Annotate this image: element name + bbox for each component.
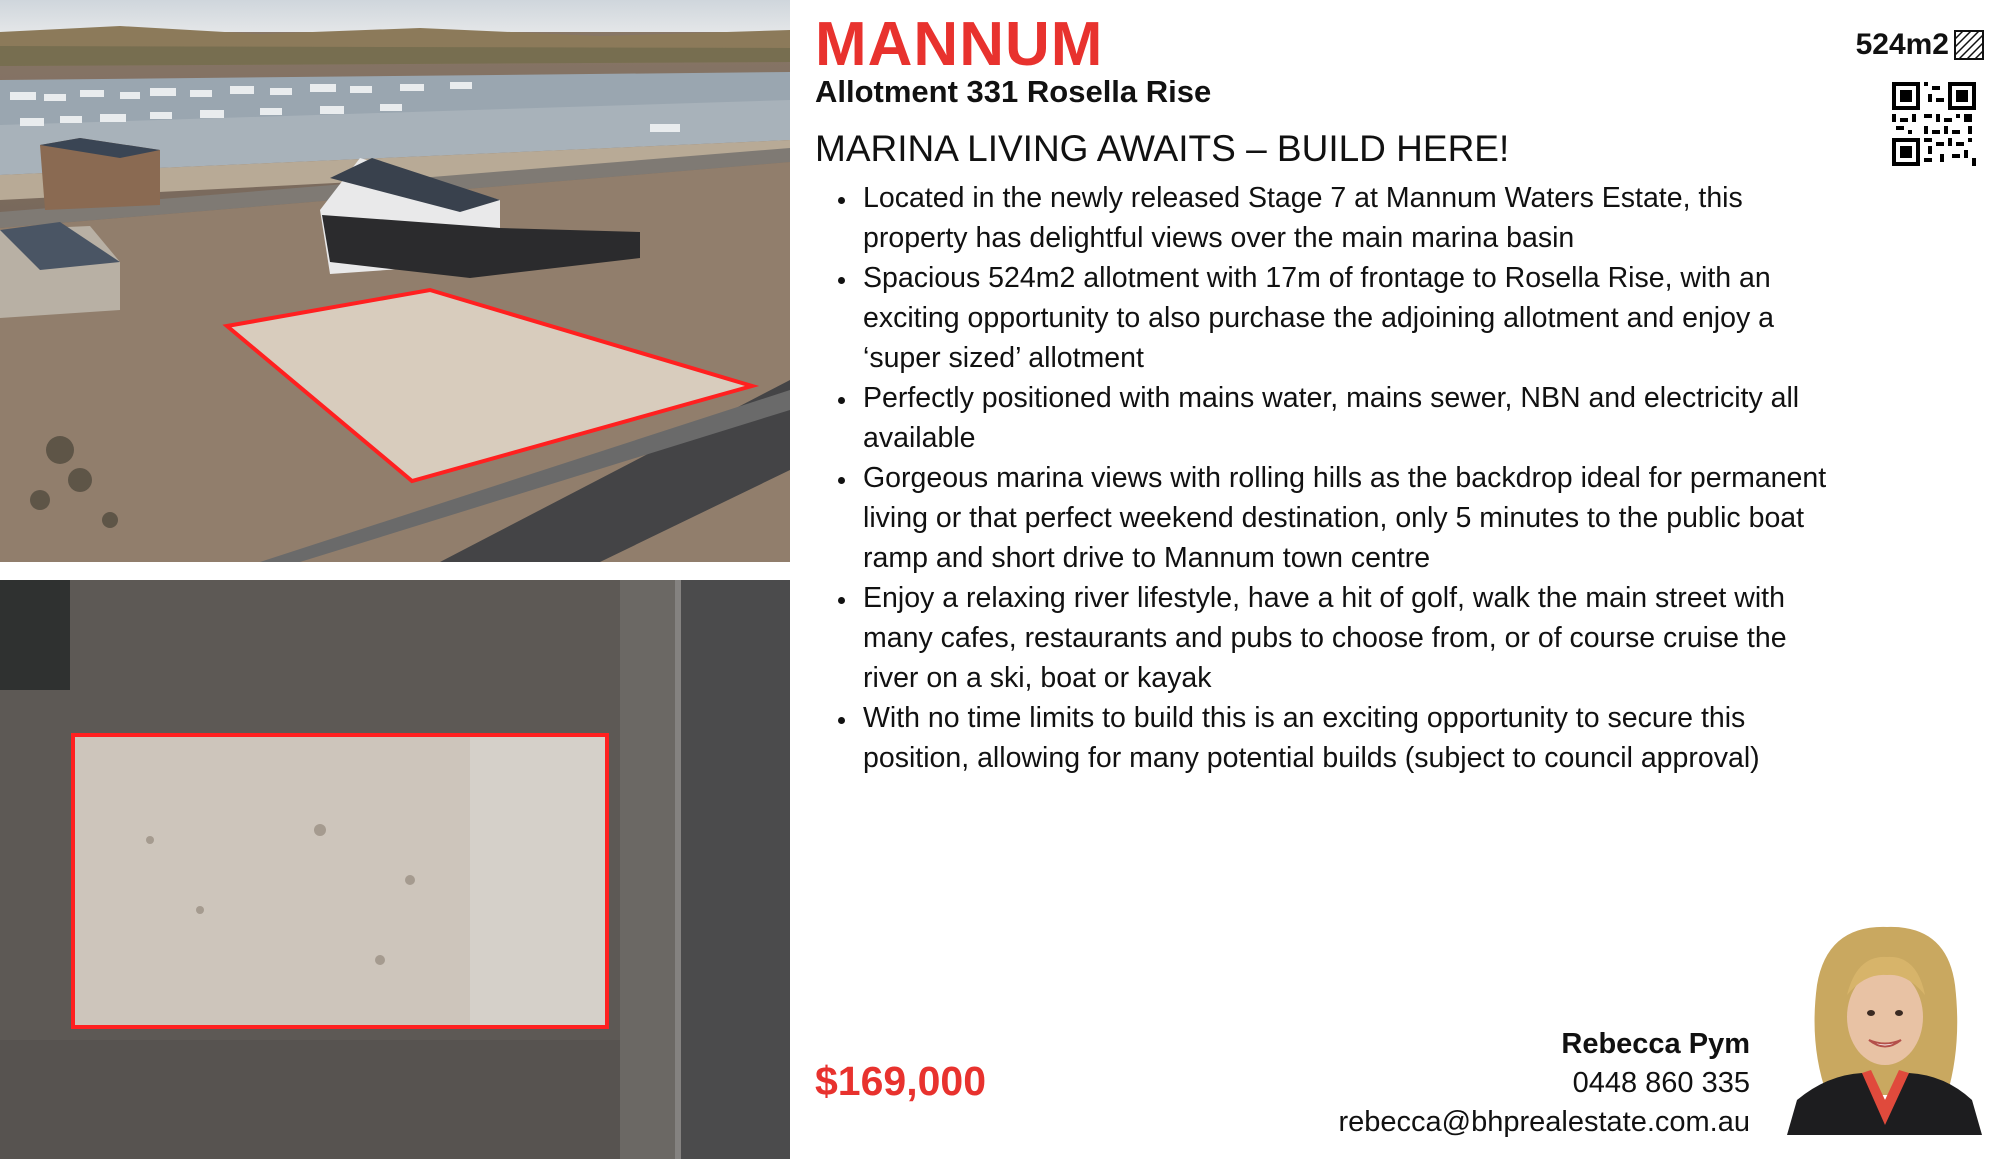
land-area-icon xyxy=(1953,29,1985,61)
agent-contact xyxy=(1338,1025,1750,1142)
town-title: MANNUM xyxy=(815,10,1104,79)
land-area xyxy=(1856,28,1985,62)
aerial-photo-marina xyxy=(0,0,790,562)
listing-headline: MARINA LIVING AWAITS – BUILD HERE! xyxy=(815,128,1510,169)
agent-photo xyxy=(1787,925,1982,1135)
feature-item: Perfectly positioned with mains water, mains sewer, NBN and electricity all available xyxy=(863,378,1838,458)
feature-item: Located in the newly released Stage 7 at Mannum Waters Estate, this property has delightful views over the main marina basin xyxy=(863,178,1838,258)
agent-email[interactable]: rebecca@bhprealestate.com.au xyxy=(1338,1106,1750,1138)
qr-code-icon[interactable] xyxy=(1892,82,1976,166)
feature-list xyxy=(815,178,1838,778)
overhead-photo-lot xyxy=(0,580,790,1159)
agent-phone[interactable]: 0448 860 335 xyxy=(1572,1067,1750,1099)
agent-name: Rebecca Pym xyxy=(1561,1028,1750,1060)
feature-item: With no time limits to build this is an exciting opportunity to secure this position, allowing for many potential builds (subject to council approval) xyxy=(863,698,1838,778)
listing-panel xyxy=(815,0,2000,1159)
price: $169,000 xyxy=(815,1058,987,1104)
feature-item: Gorgeous marina views with rolling hills as the backdrop ideal for permanent living or that perfect weekend destination, only 5 minutes to the public boat ramp and short drive to Mannum town centre xyxy=(863,458,1838,578)
property-address: Allotment 331 Rosella Rise xyxy=(815,74,1212,109)
feature-item: Enjoy a relaxing river lifestyle, have a hit of golf, walk the main street with many cafes, restaurants and pubs to choose from, or of course cruise the river on a ski, boat or kayak xyxy=(863,578,1838,698)
feature-item: Spacious 524m2 allotment with 17m of frontage to Rosella Rise, with an exciting opportunity to also purchase the adjoining allotment and enjoy a ‘super sized’ allotment xyxy=(863,258,1838,378)
land-area-value: 524m2 xyxy=(1855,28,1949,61)
